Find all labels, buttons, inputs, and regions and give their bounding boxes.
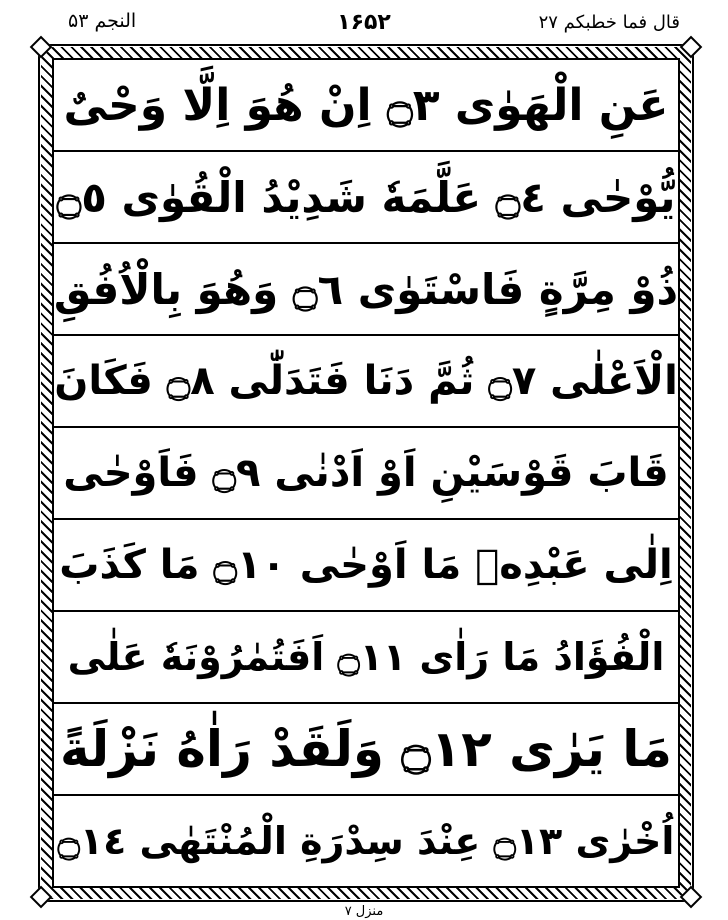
- verse-lines: [54, 60, 678, 886]
- verse-line-1: عَنِ الْهَوٰى ۝٣ اِنْ هُوَ اِلَّا وَحْىٌ: [63, 79, 669, 131]
- verse-line-2: يُّوْحٰى ۝٤ عَلَّمَهٗ شَدِيْدُ الْقُوٰى ۝٥: [56, 172, 676, 222]
- verse-line-3: ذُوْ مِرَّةٍ فَاسْتَوٰى ۝٦ وَهُوَ بِالْاُفُقِ: [54, 264, 678, 314]
- verse-line-4: الْاَعْلٰى ۝٧ ثُمَّ دَنَا فَتَدَلّٰى ۝٨ فَكَانَ: [54, 358, 678, 404]
- verse-line-5: قَابَ قَوْسَيْنِ اَوْ اَدْنٰى ۝٩ فَاَوْحٰى: [63, 450, 669, 496]
- surah-name: النجم ۵۳: [68, 10, 137, 32]
- page-header: [0, 0, 728, 44]
- verse-line-8: مَا يَرٰى ۝١٢ وَلَقَدْ رَاٰهُ نَزْلَةً: [60, 720, 672, 778]
- page-footer: منزل ۷: [344, 904, 384, 919]
- page-number: ۱۶۵۲: [337, 10, 391, 35]
- juz-name: قال فما خطبکم ۲۷: [538, 12, 680, 33]
- verse-line-9: اُخْرٰى ۝١٣ عِنْدَ سِدْرَةِ الْمُنْتَهٰى ۝١٤: [57, 819, 675, 863]
- verse-line-7: الْفُؤَادُ مَا رَاٰى ۝١١ اَفَتُمٰرُوْنَهٗ عَلٰى: [67, 635, 665, 679]
- verse-line-6: اِلٰى عَبْدِهٖ مَا اَوْحٰى ۝١٠ مَا كَذَبَ: [59, 542, 673, 588]
